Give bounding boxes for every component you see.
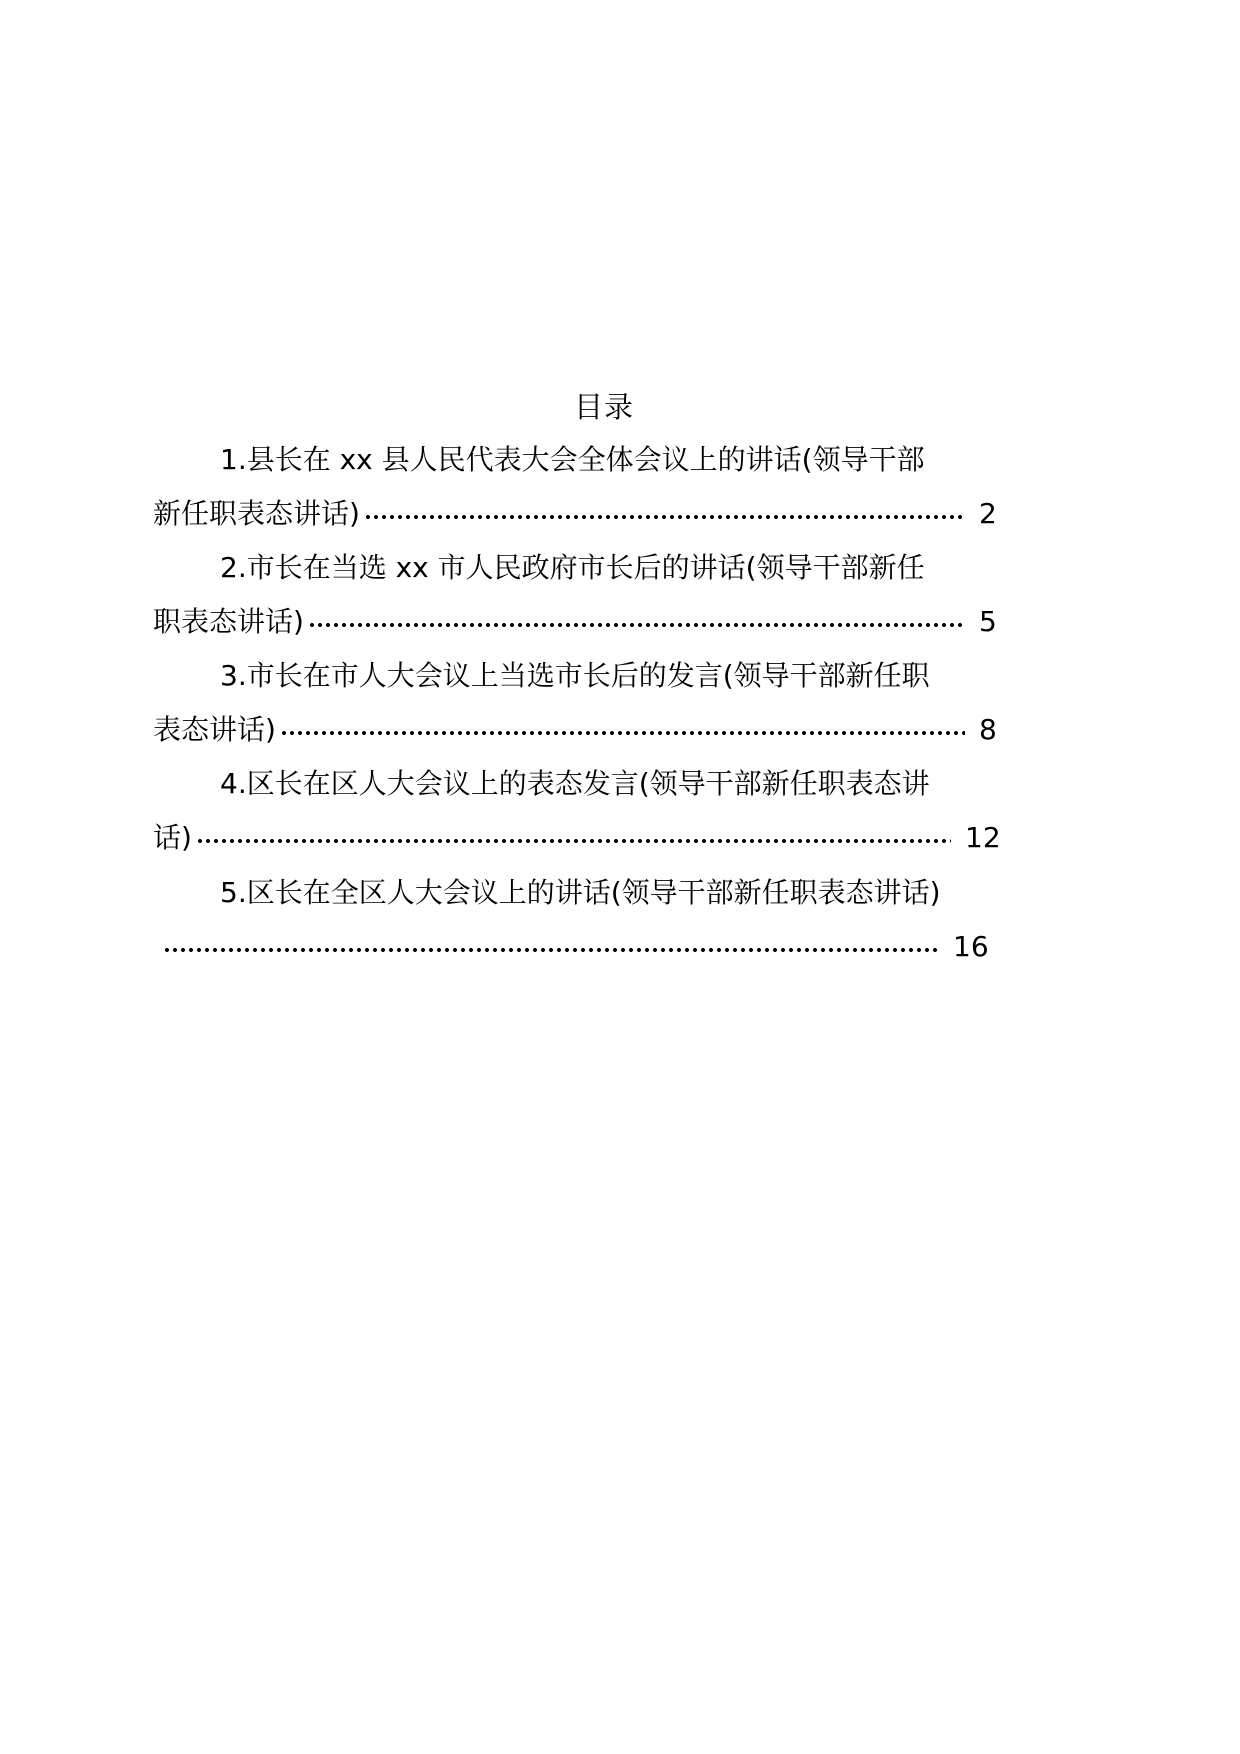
toc-page-number: 12 xyxy=(965,821,1001,854)
toc-entry-title: 2.市长在当选 xx 市人民政府市长后的讲话(领导干部新任 xyxy=(220,551,925,584)
toc-entry-title: 4.区长在区人大会议上的表态发言(领导干部新任职表态讲 xyxy=(220,767,930,800)
toc-entry[interactable] xyxy=(153,866,1013,974)
toc-entry-continuation xyxy=(153,487,1013,541)
toc-entry[interactable] xyxy=(153,649,1013,757)
toc-title: 目录 xyxy=(573,390,634,424)
dot-leader xyxy=(308,622,965,628)
dot-leader xyxy=(280,730,965,736)
toc-entry[interactable] xyxy=(153,433,1013,541)
dot-leader xyxy=(364,514,965,520)
toc-entry[interactable] xyxy=(153,541,1013,649)
toc-entry-title-continued: 新任职表态讲话) xyxy=(153,497,360,530)
toc-entry-continuation xyxy=(153,703,1013,757)
toc-entry-title: 5.区长在全区人大会议上的讲话(领导干部新任职表态讲话) xyxy=(220,876,941,909)
toc-page-number: 2 xyxy=(979,497,997,530)
dot-leader xyxy=(163,947,939,953)
toc-entry-title-continued: 职表态讲话) xyxy=(153,605,304,638)
toc-page-number: 5 xyxy=(979,605,997,638)
toc-entry-title: 1.县长在 xx 县人民代表大会全体会议上的讲话(领导干部 xyxy=(220,443,925,476)
toc-entry-continuation xyxy=(153,811,1013,865)
toc-entry-title-continued: 话) xyxy=(153,821,192,854)
toc-page-number: 8 xyxy=(979,713,997,746)
toc-page-number: 16 xyxy=(953,930,989,963)
dot-leader xyxy=(196,838,951,844)
toc-entry-continuation xyxy=(153,920,1013,974)
toc-entry[interactable] xyxy=(153,757,1013,865)
toc-entry-title: 3.市长在市人大会议上当选市长后的发言(领导干部新任职 xyxy=(220,659,930,692)
toc-entry-continuation xyxy=(153,595,1013,649)
toc-entry-title-continued: 表态讲话) xyxy=(153,713,276,746)
